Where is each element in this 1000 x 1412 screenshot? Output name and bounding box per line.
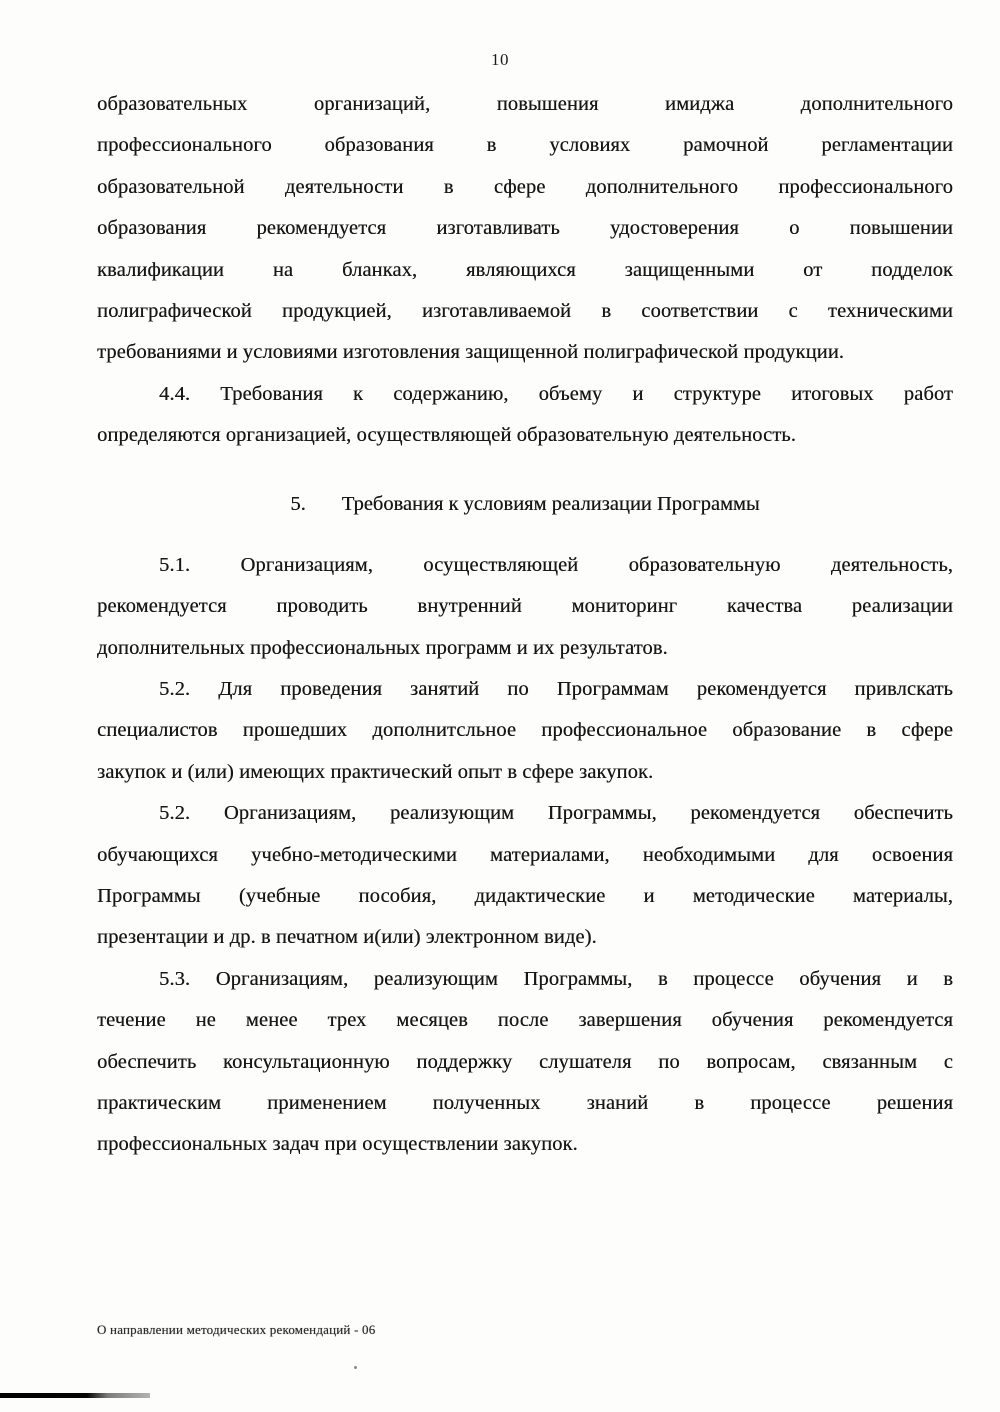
text-line: практическим применением полученных знаний в процессе решения [97,1091,953,1114]
text-line: специалистов прошедших дополнитсльное профессиональное образование в сфере [97,719,953,742]
text-line: требованиями и условиями изготовления защищенной полиграфической продукции. [97,341,845,364]
text-line: квалификации на бланках, являющихся защищенными от подделок [97,258,953,281]
paragraph [97,793,953,959]
text-line: 5.2. Для проведения занятий по Программам рекомендуется привлскать [159,678,953,701]
section-heading [97,484,953,525]
text-line: течение не менее трех месяцев после завершения обучения рекомендуется [97,1009,953,1032]
text-line: рекомендуется проводить внутренний мониторинг качества реализации [97,595,953,618]
text-line: обеспечить консультационную поддержку слушателя по вопросам, связанным с [97,1050,953,1073]
text-line: Программы (учебные пособия, дидактические и методические материалы, [97,885,953,908]
paragraph [97,669,953,793]
text-line: профессионального образования в условиях рамочной регламентации [97,134,953,157]
paragraph [97,374,953,457]
text-line: образовательной деятельности в сфере дополнительного профессионального [97,175,953,198]
text-line: закупок и (или) имеющих практический опыт в сфере закупок. [97,760,654,783]
scan-artifact-line [0,1393,150,1398]
text-line: образовательных организаций, повышения имиджа дополнительного [97,93,953,115]
text-line: образования рекомендуется изготавливать удостоверения о повышении [97,217,953,240]
text-line: дополнительных профессиональных программ и их результатов. [97,636,668,659]
paragraph [97,959,953,1166]
text-line: 5.2. Организациям, реализующим Программы, рекомендуется обеспечить [159,802,953,825]
document-content [97,84,953,1166]
scan-artifact-dot [354,1366,357,1369]
paragraph [97,84,953,374]
footer-note: О направлении методических рекомендаций - 06 [97,1322,376,1337]
text-line: 5.3. Организациям, реализующим Программы, в процессе обучения и в [159,967,953,990]
text-line: определяются организацией, осуществляющей образовательную деятельность. [97,424,796,447]
section-heading-number: 5. [290,492,306,515]
section-heading-title: Требования к условиям реализации Программы [341,492,760,515]
page-number: 10 [491,50,509,69]
text-line: 4.4. Требования к содержанию, объему и структуре итоговых работ [159,382,953,405]
text-line: полиграфической продукцией, изготавливаемой в соответствии с техническими [97,299,953,322]
text-line: презентации и др. в печатном и(или) электронном виде). [97,926,597,949]
text-line: 5.1. Организациям, осуществляющей образовательную деятельность, [159,553,953,576]
paragraph [97,545,953,669]
text-line: профессиональных задач при осуществлении закупок. [97,1133,578,1156]
text-line: обучающихся учебно-методическими материалами, необходимыми для освоения [97,843,953,866]
